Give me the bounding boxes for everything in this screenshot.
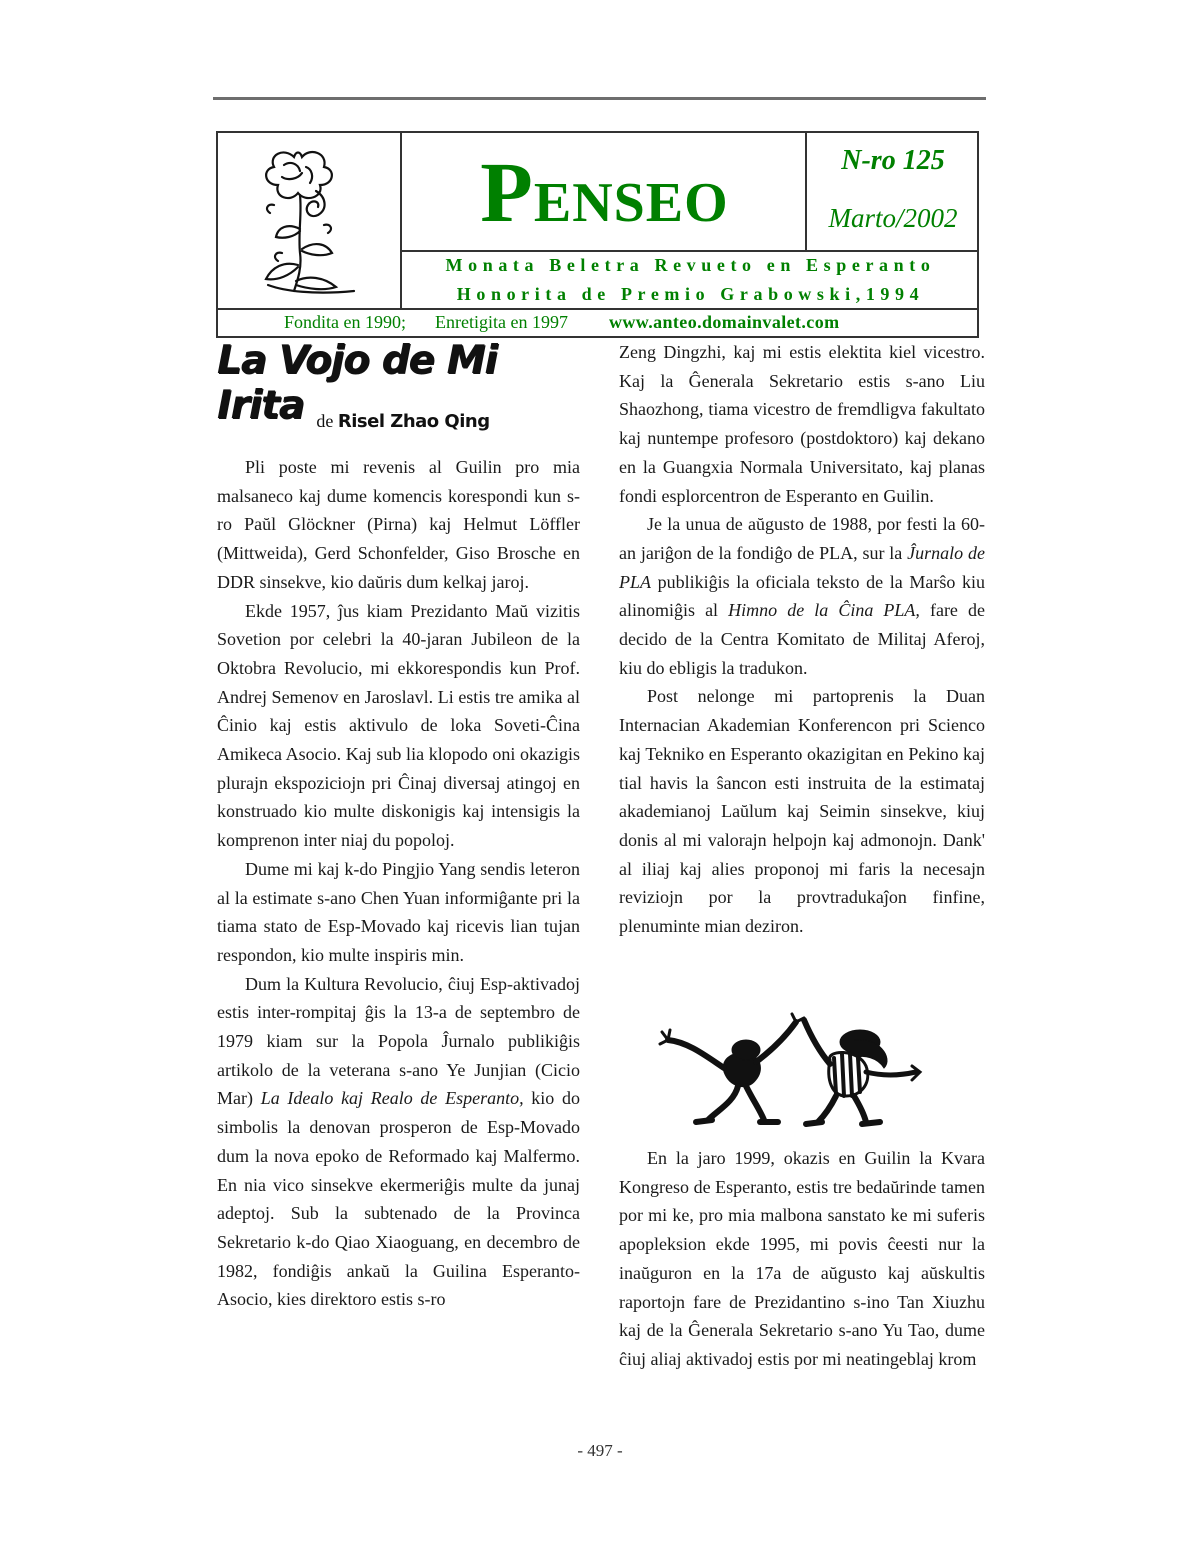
left-column xyxy=(217,453,580,1314)
flower-logo-icon xyxy=(254,145,372,299)
paragraph: Pli poste mi revenis al Guilin pro mia malsaneco kaj dume komencis korespondi kun s-ro Paŭl Glöckner (Pirna) kaj Helmut Löffler (Mittweida), Gerd Schonfelder, Giso Brosche en DDR sinsekve, kio daŭris dum kelkaj jaroj. xyxy=(217,457,580,592)
website-link[interactable]: www.anteo.domainvalet.com xyxy=(609,312,840,332)
masthead-subtitle-1: Monata Beletra Revueto en Esperanto xyxy=(445,255,936,275)
author-name: Risel Zhao Qing xyxy=(337,411,490,432)
issue-date: Marto/2002 xyxy=(828,203,958,233)
anthem-reference: Himno de la Ĉina PLA, xyxy=(728,600,920,621)
right-column-lower xyxy=(619,1144,985,1374)
article-reference: La Idealo kaj Realo de Esperanto, xyxy=(260,1088,524,1109)
dancing-figures-icon xyxy=(654,1010,934,1136)
masthead-divider-2 xyxy=(218,308,979,310)
paragraph xyxy=(217,970,580,1314)
paragraph: Dume mi kaj k-do Pingjio Yang sendis leteron al la estimate s-ano Chen Yuan informiĝante pri la tiama stato de Esp-Movado kaj ricevis lian tujan respondon, kio multe inspiris min. xyxy=(217,858,580,965)
masthead-subtitle-2: Honorita de Premio Grabowski,1994 xyxy=(456,284,925,304)
paragraph: Post nelonge mi partoprenis la Duan Internacian Akademian Konferencon pri Scienco kaj Tekniko en Esperanto okazigitan en Pekino kaj tial havis la ŝancon esti instruita de la estimataj akademianoj Laŭlum kaj Seimin sinsekve, kiuj donis al mi valorajn helpojn kaj admonojn. Dank' al iliaj kaj alies proponoj mi faris la necesajn reviziojn por la provtradukaĵon finfine, plenuminte mian deziron. xyxy=(619,686,985,937)
newspaper-reference: Ĵurnalo de PLA xyxy=(619,542,985,592)
issue-info-cell xyxy=(807,133,979,251)
paragraph xyxy=(619,510,985,682)
magazine-title-rest: ENSEO xyxy=(533,172,729,234)
masthead-footer xyxy=(218,312,979,336)
masthead xyxy=(216,131,979,338)
magazine-title xyxy=(402,144,807,248)
magazine-title-initial: P xyxy=(480,144,534,240)
article-title: La Vojo de Mi Irita xyxy=(217,338,497,428)
byline-prefix: de xyxy=(316,411,334,431)
paragraph: Zeng Dingzhi, kaj mi estis elektita kiel vicestro. Kaj la Ĝenerala Sekretario estis s-ano Liu Shaozhong, tiama vicestro de fremdligva fakultato kaj nuntempe profesoro (postdoktoro) kaj dekano en la Guangxia Normala Universitato, kaj planas fondi esplorcentron de Esperanto en Guilin. xyxy=(619,342,985,506)
masthead-divider xyxy=(402,250,979,252)
masthead-logo-cell xyxy=(218,133,402,309)
paragraph-text: publikiĝis la oficiala teksto de la Marŝo kiu alinomiĝis al xyxy=(619,571,985,621)
paragraph: Ekde 1957, ĵus kiam Prezidanto Maŭ vizitis Sovetion por celebri la 40-jaran Jubileon de la Oktobra Revolucio, mi ekkorespondis kun Prof. Andrej Semenov en Jaroslavl. Li estis tre amika al Ĉinio kaj estis aktivulo de loka Soveti-Ĉina Amikeca Asocio. Kaj sub lia klopodo oni okazigis plurajn ekspoziciojn pri Ĉinaj diversaj atingoj en konstruado kio multe diskonigis kaj intensigis la komprenon inter niaj du popoloj. xyxy=(217,600,580,851)
paragraph-text: fare de decido de la Centra Komitato de Militaj Aferoj, kiu do ebligis la tradukon. xyxy=(619,600,985,678)
top-rule xyxy=(213,97,986,100)
right-column xyxy=(619,338,985,941)
paragraph-text: Je la unua de aŭgusto de 1988, por festi la 60-an jariĝon de la fondiĝo de PLA, sur la xyxy=(619,514,985,563)
paragraph: En la jaro 1999, okazis en Guilin la Kvara Kongreso de Esperanto, estis tre bedaŭrinde tamen por mi ke, pro mia malbona sanstato ke mi suferis apopleksion ekde 1995, mi povis ĉeesti nur la inaŭguron en la 17a de aŭgusto kaj aŭskultis raportojn fare de Prezidantino s-ino Tan Xiuzhu kaj de la Ĝenerala Sekretario s-ano Yu Tao, dume ĉiuj aliaj aktivadoj estis por mi neatingeblaj krom xyxy=(619,1148,985,1369)
paragraph-text: kio do simbolis la denovan prosperon de Esp-Movado dum la nova epoko de Reformado kaj Malfermo. En nia vico sinsekve ekermeriĝis multe da junaj adeptoj. Sub la subtenado de la Provinca Sekretario k-do Qiao Xiaoguang, en decembro de 1982, fondiĝis ankaŭ la Guilina Esperanto-Asocio, kies direktoro estis s-ro xyxy=(217,1088,580,1310)
page-number: - 497 - xyxy=(577,1441,623,1460)
founded-note: Fondita en 1990; xyxy=(284,312,406,332)
masthead-title-cell xyxy=(402,133,807,251)
issue-number: N-ro 125 xyxy=(841,145,945,176)
byline xyxy=(217,411,589,432)
registered-note: Enretigita en 1997 xyxy=(435,312,568,332)
paragraph-text: Dum la Kultura Revolucio, ĉiuj Esp-aktivadoj estis inter-rompitaj ĝis la 13-a de septembro de 1979 kiam sur la Popola Ĵurnalo publikiĝis artikolo de la veterana s-ano Ye Junjian (Cicio Mar) xyxy=(217,973,580,1109)
